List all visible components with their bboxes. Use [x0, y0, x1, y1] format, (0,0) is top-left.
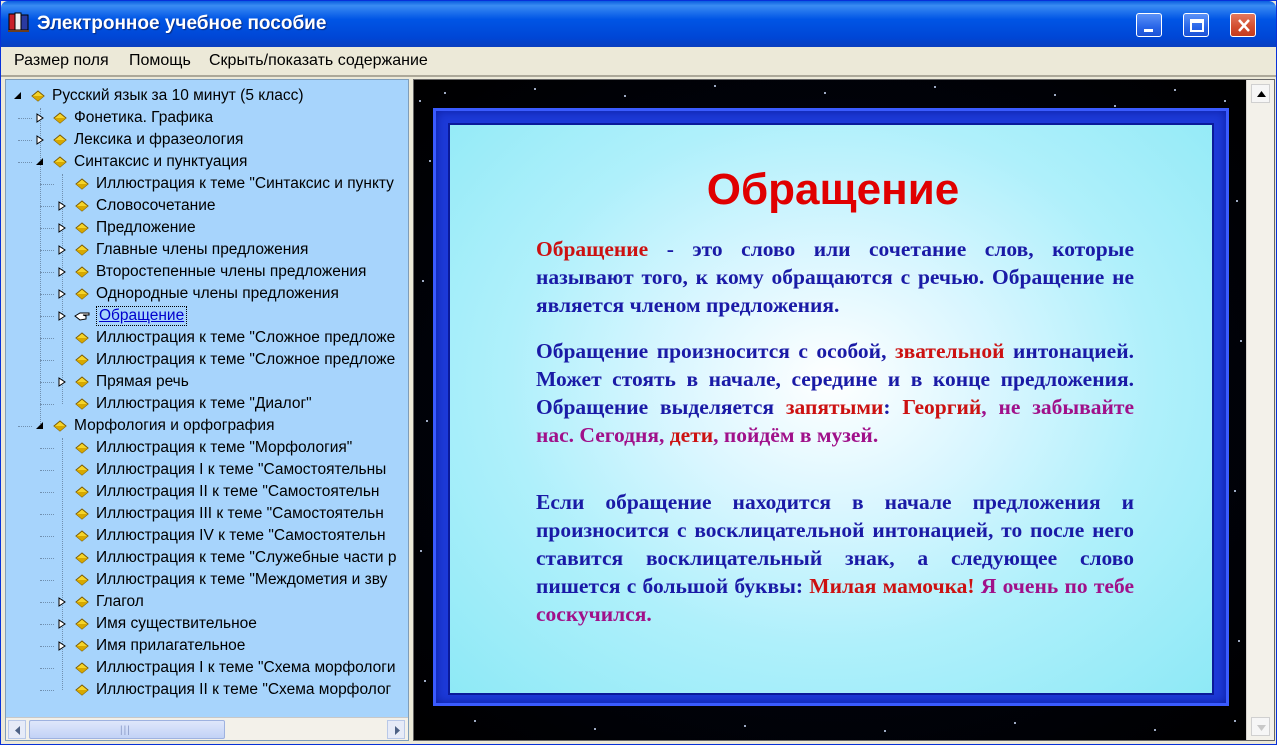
tree-item-label: Иллюстрация к теме "Синтаксис и пункту: [96, 175, 394, 192]
tree-item-label: Прямая речь: [96, 373, 189, 390]
tree-item-label: Имя существительное: [96, 615, 257, 632]
intonation-text-a: Обращение произносится с особой,: [536, 339, 895, 363]
menu-bar: [1, 47, 1276, 75]
tree-collapsed-icon[interactable]: [57, 223, 67, 233]
diamond-bullet-icon: [74, 222, 90, 234]
slide-title: Обращение: [706, 165, 960, 214]
diamond-bullet-icon: [74, 376, 90, 388]
diamond-bullet-icon: [74, 574, 90, 586]
window-title: Электронное учебное пособие: [37, 13, 327, 34]
star: [474, 720, 476, 722]
star: [429, 160, 431, 162]
star: [884, 730, 886, 732]
starfield-background: [414, 80, 1246, 740]
tree-item-label: Глагол: [96, 593, 144, 610]
diamond-bullet-icon: [74, 200, 90, 212]
tree-item-label: Иллюстрация к теме "Служебные части р: [96, 549, 397, 566]
tree-connector-line: [40, 646, 54, 647]
contents-tree-pane[interactable]: [5, 79, 409, 741]
example-text-3: Я очень по тебе соскучился.: [536, 574, 1134, 626]
example-text-1: , не забывайте нас. Сегодня,: [536, 395, 1134, 447]
tree-item-label: Главные члены предложения: [96, 241, 309, 258]
tree-item-label: Фонетика. Графика: [74, 109, 214, 126]
diamond-bullet-icon: [74, 640, 90, 652]
scroll-right-icon: [388, 721, 406, 740]
tree-connector-line: [40, 558, 54, 559]
tree-connector-line: [40, 602, 54, 603]
example-address-1: Георгий: [902, 395, 982, 419]
tree-collapsed-icon[interactable]: [57, 289, 67, 299]
star: [1054, 94, 1056, 96]
tree-connector-line: [40, 492, 54, 493]
tree-connector-line: [40, 580, 54, 581]
tree-collapsed-icon[interactable]: [57, 619, 67, 629]
star: [422, 280, 424, 282]
tree-item[interactable]: [6, 548, 409, 568]
tree-item-label: Иллюстрация II к теме "Самостоятельн: [96, 483, 380, 500]
tree-item[interactable]: [6, 416, 409, 436]
menu-field-size[interactable]: Размер поля: [14, 52, 109, 69]
diamond-bullet-icon: [52, 420, 68, 432]
star: [1240, 340, 1242, 342]
tree-item[interactable]: [6, 658, 409, 678]
tree-item-label: Иллюстрация IV к теме "Самостоятельн: [96, 527, 386, 544]
tree-item-label: Синтаксис и пунктуация: [74, 153, 248, 170]
tree-item-label: Однородные члены предложения: [96, 285, 339, 302]
tree-connector-line: [40, 228, 54, 229]
tree-collapsed-icon[interactable]: [57, 311, 67, 321]
diamond-bullet-icon: [74, 684, 90, 696]
star: [1234, 490, 1236, 492]
intonation-text-c: интонацией. Может стоять в начале, середине и в конце предложения. Обращение выделяется: [536, 339, 1134, 419]
tree-item-label: Иллюстрация I к теме "Самостоятельны: [96, 461, 387, 478]
tree-item[interactable]: [6, 570, 409, 590]
star: [424, 680, 426, 682]
tree-connector-line: [40, 668, 54, 669]
star: [420, 550, 422, 552]
example-text-2: , пойдём в музей.: [713, 423, 879, 447]
horizontal-scroll-thumb[interactable]: [29, 720, 225, 739]
diamond-bullet-icon: [52, 134, 68, 146]
tree-item[interactable]: [6, 394, 409, 414]
diamond-bullet-icon: [74, 442, 90, 454]
book-app-icon: [7, 10, 31, 34]
star: [714, 85, 716, 87]
tree-item-label: Второстепенные члены предложения: [96, 263, 367, 280]
tree-item[interactable]: [6, 504, 409, 524]
star: [534, 88, 536, 90]
tree-item[interactable]: [6, 108, 409, 128]
tree-item[interactable]: [6, 262, 409, 282]
pointing-hand-icon: [74, 310, 90, 322]
tree-connector-line: [40, 470, 54, 471]
tree-collapsed-icon[interactable]: [57, 267, 67, 277]
diamond-bullet-icon: [74, 398, 90, 410]
tree-connector-line: [40, 404, 54, 405]
intonation-paragraph: [536, 337, 1134, 449]
scroll-down-icon: [1252, 718, 1271, 737]
scroll-right-button[interactable]: [387, 720, 405, 739]
tree-item[interactable]: [6, 328, 409, 348]
tree-connector-line: [18, 140, 32, 141]
close-button[interactable]: [1230, 13, 1256, 37]
diamond-bullet-icon: [74, 530, 90, 542]
tree-item[interactable]: [6, 592, 409, 612]
tree-connector-line: [18, 426, 32, 427]
definition-paragraph: [536, 235, 1134, 319]
tree-connector-line: [40, 272, 54, 273]
tree-connector-line: [18, 162, 32, 163]
tree-item[interactable]: [6, 614, 409, 634]
tree-connector-line: [40, 250, 54, 251]
example-address-3: Милая мамочка!: [809, 574, 975, 598]
content-pane: [413, 79, 1275, 741]
star: [1224, 100, 1226, 102]
tree-item[interactable]: [6, 460, 409, 480]
star: [624, 95, 626, 97]
star: [1114, 105, 1116, 107]
contents-tree: [6, 80, 409, 716]
tree-item[interactable]: [6, 196, 409, 216]
tree-item[interactable]: [6, 218, 409, 238]
diamond-bullet-icon: [74, 596, 90, 608]
tree-connector-line: [40, 294, 54, 295]
star: [1236, 200, 1238, 202]
tree-item-selected[interactable]: [6, 306, 409, 326]
tree-item[interactable]: [6, 438, 409, 458]
tree-expanded-icon[interactable]: [13, 91, 23, 101]
tree-connector-line: [40, 338, 54, 339]
star: [1014, 722, 1016, 724]
grip-icon: |||: [120, 725, 131, 736]
definition-term: Обращение: [536, 237, 649, 261]
maximize-button[interactable]: [1183, 13, 1209, 37]
tree-collapsed-icon[interactable]: [35, 113, 45, 123]
tree-item[interactable]: [6, 152, 409, 172]
diamond-bullet-icon: [74, 464, 90, 476]
horizontal-scrollbar[interactable]: [6, 717, 408, 740]
slide-card: [448, 123, 1214, 695]
tree-item-label: Лексика и фразеология: [74, 131, 244, 148]
example-address-2: дети: [669, 423, 714, 447]
diamond-bullet-icon: [74, 332, 90, 344]
tree-collapsed-icon[interactable]: [57, 377, 67, 387]
tree-item-label: Иллюстрация I к теме "Схема морфологи: [96, 659, 396, 676]
tree-item[interactable]: [6, 86, 409, 106]
tree-item-label: Предложение: [96, 219, 196, 236]
diamond-bullet-icon: [74, 552, 90, 564]
tree-item-label: Имя прилагательное: [96, 637, 246, 654]
diamond-bullet-icon: [74, 662, 90, 674]
tree-connector-line: [40, 536, 54, 537]
tree-connector-line: [40, 360, 54, 361]
tree-connector-line: [40, 184, 54, 185]
tree-collapsed-icon[interactable]: [57, 641, 67, 651]
minimize-button[interactable]: [1136, 13, 1162, 37]
tree-connector-line: [40, 316, 54, 317]
tree-item[interactable]: [6, 372, 409, 392]
vertical-scrollbar[interactable]: [1246, 80, 1274, 740]
star: [1238, 640, 1240, 642]
diamond-bullet-icon: [74, 618, 90, 630]
close-icon: [1231, 14, 1257, 38]
exclamation-paragraph: [536, 488, 1134, 628]
diamond-bullet-icon: [74, 508, 90, 520]
tree-item-label: Обращение: [96, 306, 187, 326]
slide-frame: [433, 108, 1229, 706]
tree-expanded-icon[interactable]: [35, 421, 45, 431]
tree-item[interactable]: [6, 130, 409, 150]
tree-collapsed-icon[interactable]: [57, 201, 67, 211]
tree-item-label: Иллюстрация к теме "Сложное предложе: [96, 351, 396, 368]
minimize-icon: [1137, 14, 1163, 38]
tree-item-label: Иллюстрация к теме "Диалог": [96, 395, 312, 412]
tree-connector-line: [40, 382, 54, 383]
star: [444, 92, 446, 94]
diamond-bullet-icon: [74, 288, 90, 300]
tree-connector-line: [40, 624, 54, 625]
star: [934, 86, 936, 88]
tree-item-label: Иллюстрация к теме "Морфология": [96, 439, 353, 456]
menu-toggle-contents[interactable]: Скрыть/показать содержание: [209, 52, 428, 69]
tree-collapsed-icon[interactable]: [57, 597, 67, 607]
star: [824, 92, 826, 94]
tree-item-label: Иллюстрация III к теме "Самостоятельн: [96, 505, 384, 522]
tree-item[interactable]: [6, 482, 409, 502]
tree-item[interactable]: [6, 680, 409, 700]
commas-term: запятыми: [785, 395, 884, 419]
tree-connector-line: [18, 118, 32, 119]
intonation-text-e: :: [883, 395, 891, 419]
tree-item[interactable]: [6, 526, 409, 546]
tree-item[interactable]: [6, 240, 409, 260]
star: [1174, 89, 1176, 91]
definition-text: - это слово или сочетание слов, которые называют того, к кому обращаются с речью. Обращение не является членом предложения.: [536, 237, 1134, 317]
diamond-bullet-icon: [74, 266, 90, 278]
tree-item[interactable]: [6, 636, 409, 656]
diamond-bullet-icon: [74, 486, 90, 498]
menu-help[interactable]: Помощь: [129, 52, 191, 69]
tree-item-label: Иллюстрация к теме "Междометия и зву: [96, 571, 388, 588]
star: [1234, 720, 1236, 722]
menu-separator: [1, 75, 1276, 77]
star: [419, 100, 421, 102]
tree-item[interactable]: [6, 350, 409, 370]
tree-connector-line: [40, 448, 54, 449]
tree-collapsed-icon[interactable]: [35, 135, 45, 145]
maximize-icon: [1184, 14, 1210, 38]
tree-connector-line: [40, 514, 54, 515]
star: [594, 728, 596, 730]
tree-item-label: Иллюстрация к теме "Сложное предложе: [96, 329, 396, 346]
scroll-up-button[interactable]: [1251, 84, 1270, 103]
diamond-bullet-icon: [74, 178, 90, 190]
diamond-bullet-icon: [52, 156, 68, 168]
tree-item-label: Русский язык за 10 минут (5 класс): [52, 87, 304, 104]
tree-item-label: Морфология и орфография: [74, 417, 275, 434]
diamond-bullet-icon: [74, 354, 90, 366]
tree-connector-line: [40, 206, 54, 207]
tree-expanded-icon[interactable]: [35, 157, 45, 167]
scroll-left-button[interactable]: [8, 720, 26, 739]
tree-item-label: Словосочетание: [96, 197, 216, 214]
intonation-term: звательной: [894, 339, 1005, 363]
scroll-down-button[interactable]: [1251, 717, 1270, 736]
diamond-bullet-icon: [74, 244, 90, 256]
tree-connector-line: [40, 690, 54, 691]
star: [1154, 729, 1156, 731]
diamond-bullet-icon: [52, 112, 68, 124]
title-bar[interactable]: [1, 1, 1276, 47]
scroll-up-icon: [1252, 85, 1271, 104]
diamond-bullet-icon: [30, 90, 46, 102]
star: [744, 725, 746, 727]
tree-collapsed-icon[interactable]: [57, 245, 67, 255]
exclamation-text: Если обращение находится в начале предложения и произносится с восклицательной интонацией, то после него ставится восклицательный знак, а следующее слово пишется с большой буквы:: [536, 490, 1134, 598]
tree-item[interactable]: [6, 284, 409, 304]
scroll-left-icon: [9, 721, 27, 740]
star: [426, 420, 428, 422]
tree-item[interactable]: [6, 174, 409, 194]
tree-item-label: Иллюстрация II к теме "Схема морфолог: [96, 681, 392, 698]
